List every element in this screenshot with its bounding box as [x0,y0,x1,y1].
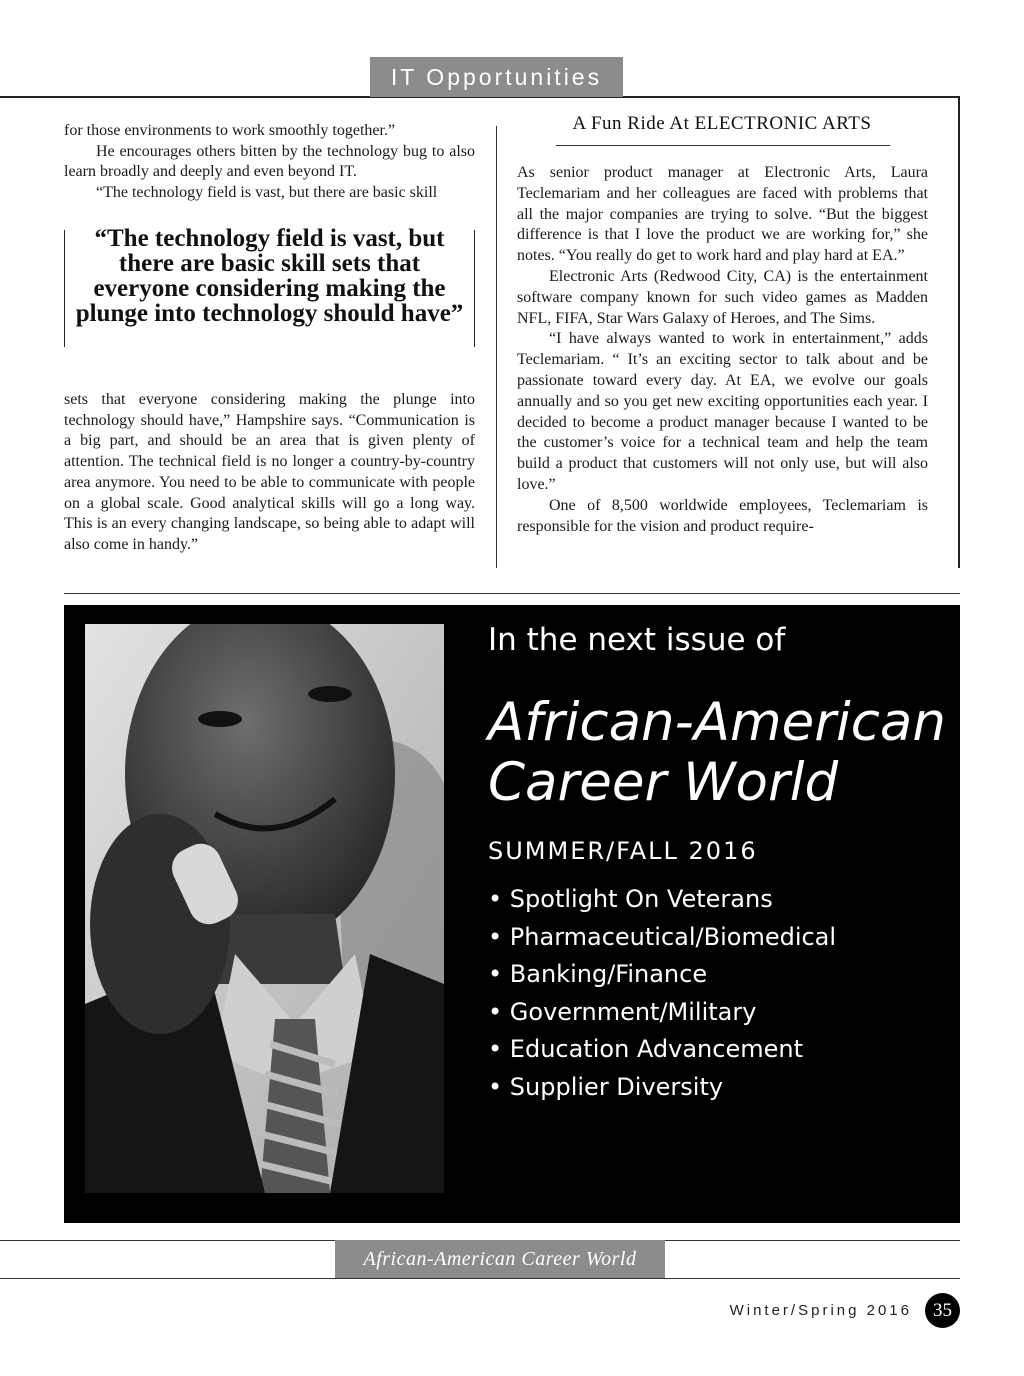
next-issue-ad [64,605,960,1223]
man-on-phone-photo [85,624,444,1193]
ad-topic: • Supplier Diversity [488,1069,836,1107]
paragraph: As senior product manager at Electronic Arts, Laura Teclemariam and her colleagues are faced with problems that all the major companies are trying to solve. “But the biggest difference is that I love the product we are working for,” she notes. “You really do get to work hard and play hard at EA.” [517,164,928,265]
sidebar-title: A Fun Ride At ELECTRONIC ARTS [572,113,872,134]
ad-topic: • Spotlight On Veterans [488,881,836,919]
page-number: 35 [925,1293,960,1328]
pull-quote-text: “The technology field is vast, but there are basic skill sets that everyone considering making the plunge into technology should have” [75,225,464,327]
ad-topic-list [488,881,836,1106]
paragraph: for those environments to work smoothly together.” [64,122,396,139]
section-rule [64,593,960,594]
magazine-name: African-American Career World [335,1240,665,1278]
photo-illustration [85,624,444,1193]
pull-quote [64,225,475,347]
ad-title [488,693,946,813]
ad-title-line: Career World [488,752,839,813]
ad-intro: In the next issue of [488,622,786,658]
ad-title-line: African-American [488,692,946,753]
paragraph: sets that everyone considering making the plunge into technology should have,” Hampshire says. “Communication is a big part, and should be an area that is given plenty of attention. The technical field is no longer a country-by-country area anymore. You need to be able to communicate with people on a global scale. Good analytical skills will go a long way. This is an every changing landscape, so being able to adapt will also come in handy.” [64,391,475,553]
paragraph: One of 8,500 worldwide employees, Teclemariam is responsible for the vision and product require- [517,496,928,535]
paragraph: “The technology field is vast, but there are basic skill [96,184,438,202]
ad-issue: SUMMER/FALL 2016 [488,837,758,865]
ad-topic: • Education Advancement [488,1031,836,1069]
ad-topic: • Banking/Finance [488,956,836,994]
sidebar-title-rule [556,145,890,146]
column-divider [496,126,497,568]
pull-quote-rule-left [64,230,65,347]
footer-rule-bottom [0,1278,960,1279]
paragraph: He encourages others bitten by the technology bug to also learn broadly and deeply and even beyond IT. [64,142,475,181]
left-column-bottom [64,390,475,556]
ad-topic: • Government/Military [488,994,836,1032]
left-column-top [64,121,475,204]
header-side-rule [958,96,960,568]
sidebar-body [517,163,928,537]
ad-topic: • Pharmaceutical/Biomedical [488,919,836,957]
edition-label: Winter/Spring 2016 [729,1302,912,1319]
paragraph: “I have always wanted to work in entertainment,” adds Teclemariam. “ It’s an exciting sector to talk about and be passionate toward every day. At EA, we evolve our goals annually and so you get new exciting opportunities each year. I decided to become a product manager because I wanted to be the customer’s voice for a technical team and help the team build a product that customers will not only use, but will also love.” [517,330,928,493]
pull-quote-rule-right [474,230,475,347]
paragraph: Electronic Arts (Redwood City, CA) is the entertainment software company known for such video games as Madden NFL, FIFA, Star Wars Galaxy of Heroes, and The Sims. [517,267,928,327]
section-label: IT Opportunities [370,57,623,97]
